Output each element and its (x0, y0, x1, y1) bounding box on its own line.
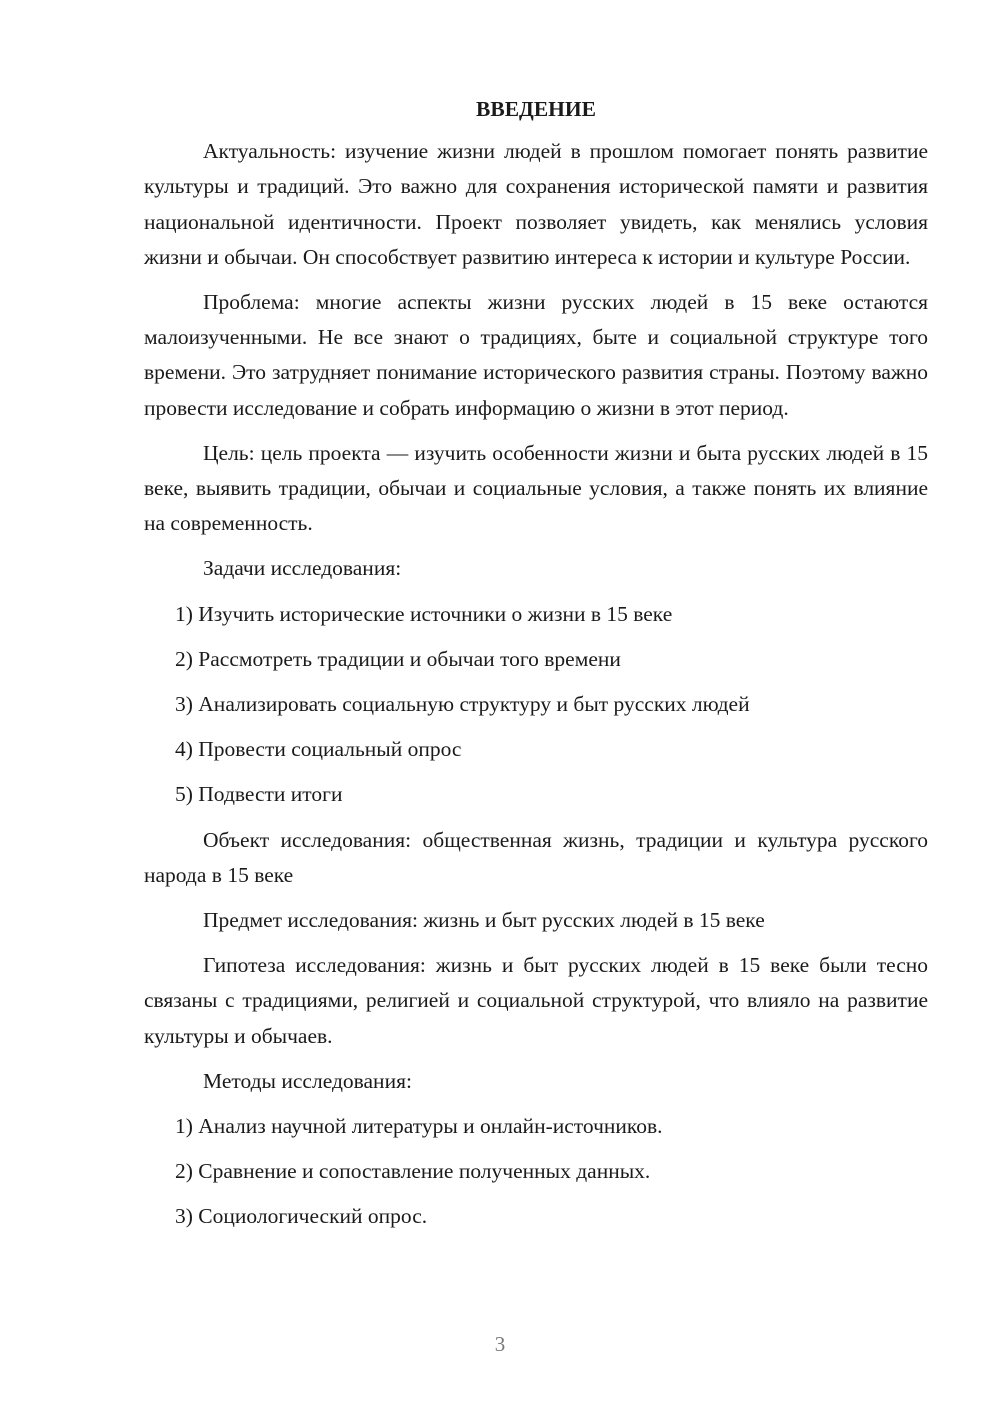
subject-paragraph: Предмет исследования: жизнь и быт русских людей в 15 веке (203, 908, 765, 933)
list-item: 2) Рассмотреть традиции и обычаи того времени (175, 646, 621, 671)
list-item: 4) Провести социальный опрос (175, 737, 462, 762)
list-item: 3) Анализировать социальную структуру и быт русских людей (175, 692, 750, 717)
methods-heading: Методы исследования: (203, 1068, 412, 1093)
page-title: ВВЕДЕНИЕ (476, 97, 596, 121)
list-item: 5) Подвести итоги (175, 782, 343, 807)
list-item: 2) Сравнение и сопоставление полученных данных. (175, 1159, 651, 1184)
document-page (144, 92, 928, 1245)
page-number: 3 (494, 1332, 506, 1356)
hypothesis-paragraph: Гипотеза исследования: жизнь и быт русских людей в 15 веке были тесно связаны с традициями, религией и социальной структурой, что влияло на развитие культуры и обычаев. (144, 953, 928, 1048)
list-item: 3) Социологический опрос. (175, 1204, 428, 1229)
problem-paragraph: Проблема: многие аспекты жизни русских людей в 15 веке остаются малоизученными. Не все знают о традициях, быте и социальной структуре того времени. Это затрудняет понимание исторического развития страны. Поэтому важно провести исследование и собрать информацию о жизни в этот период. (144, 290, 928, 420)
tasks-list (144, 597, 928, 813)
tasks-heading: Задачи исследования: (203, 556, 402, 581)
list-item: 1) Анализ научной литературы и онлайн-источников. (175, 1114, 663, 1139)
goal-paragraph: Цель: цель проекта — изучить особенности жизни и быта русских людей в 15 веке, выявить традиции, обычаи и социальные условия, а также понять их влияние на современность. (144, 440, 928, 536)
methods-list (144, 1109, 928, 1235)
object-paragraph: Объект исследования: общественная жизнь, традиции и культура русского народа в 15 веке (144, 827, 928, 887)
relevance-paragraph: Актуальность: изучение жизни людей в прошлом помогает понять развитие культуры и традиций. Это важно для сохранения исторической памяти и развития национальной идентичности. Проект позволяет увидеть, как менялись условия жизни и обычаи. Он способствует развитию интереса к истории и культуре России. (144, 139, 928, 269)
list-item: 1) Изучить исторические источники о жизни в 15 веке (175, 601, 673, 626)
